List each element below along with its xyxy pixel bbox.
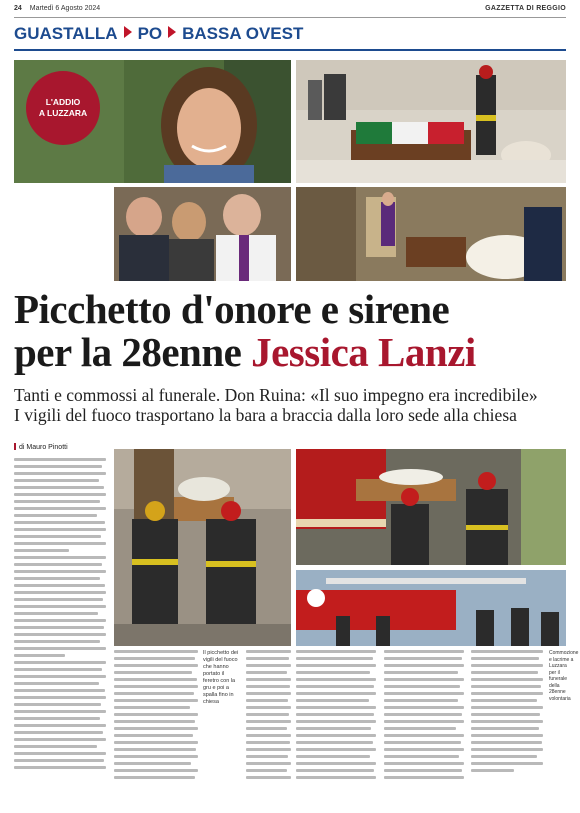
chapel-photo [296,60,566,183]
body-column-4 [296,650,376,783]
byline-text: di Mauro Pinotti [19,444,68,451]
coffin-procession-photo [114,449,291,646]
section-tag-1: GUASTALLA [14,24,118,43]
publication-name: GAZZETTA DI REGGIO [485,5,566,12]
coffin-procession-photo-art [114,449,291,646]
deck-line-2: I vigili del fuoco trasportano la bara a braccia dalla loro sede alla chiesa [14,405,517,425]
article-deck [14,385,570,425]
fire-truck-photo [296,570,566,646]
article-headline [14,288,570,374]
body-column-5 [384,650,464,783]
body-column-2 [114,650,198,783]
headline-line-1: Picchetto d'onore e sirene [14,286,450,332]
section-tag-2: PO [137,24,163,43]
deck-line-1: Tanti e commossi al funerale. Don Ruina: «Il suo impegno era incredibile» [14,385,538,405]
truck-coffin-photo-art [296,449,566,565]
truck-coffin-photo [296,449,566,565]
fire-truck-photo-art [296,570,566,646]
page-topbar [14,5,566,16]
altar-photo-art [296,187,566,281]
photo-caption-right: Commozione e lacrime a Luzzara per il funerale della 28enne volontaria [549,650,579,702]
body-column-1 [14,458,106,773]
mourners-photo-art [114,187,291,281]
section-kicker [14,24,303,44]
top-rule [14,17,566,18]
byline-marker-icon [14,443,16,450]
headline-name: Jessica Lanzi [251,329,476,375]
altar-photo [296,187,566,281]
body-column-6 [471,650,543,776]
farewell-badge [26,71,100,145]
badge-line-1: L'ADDIO [45,97,81,107]
body-column-3-start [246,650,291,783]
headline-line-2 [14,331,570,374]
page-number: 24 [14,5,22,12]
section-tag-3: BASSA OVEST [182,24,304,43]
kicker-separator-icon [168,26,176,38]
badge-line-2: A LUZZARA [38,108,88,118]
chapel-photo-art [296,60,566,183]
mourners-photo [114,187,291,281]
headline-line-2-prefix: per la 28enne [14,329,252,375]
issue-date: Martedì 6 Agosto 2024 [29,5,101,12]
byline [14,443,68,451]
kicker-separator-icon [124,26,132,38]
kicker-rule [14,49,566,51]
photo-caption-mid: Il picchetto dei vigili del fuoco che hanno portato il feretro con la gru e poi a spalla fino in chiesa [203,650,239,705]
